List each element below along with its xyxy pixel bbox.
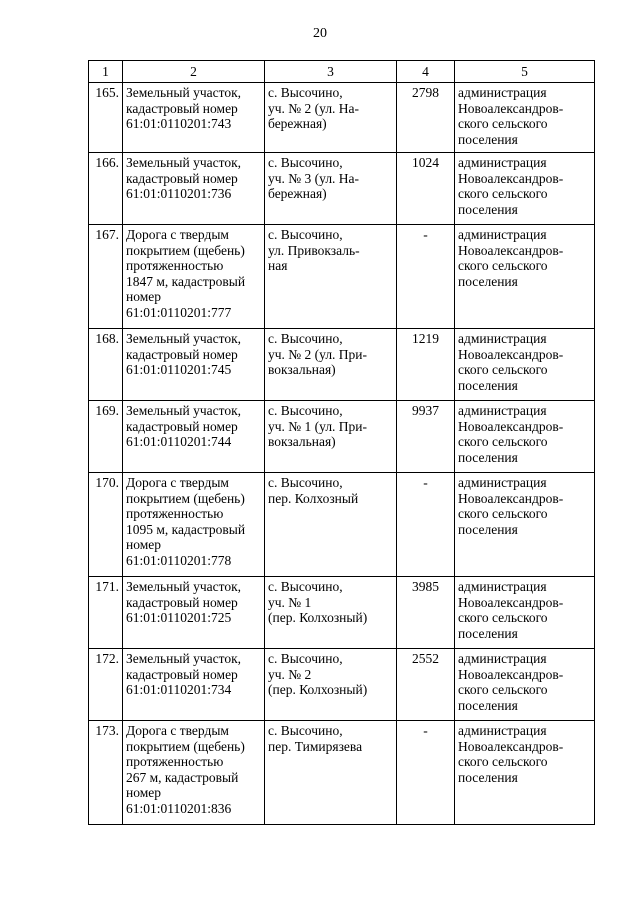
owner-cell-line: ского сельского: [458, 506, 548, 522]
area-cell: -: [397, 225, 455, 329]
description-cell-line: кадастровый номер: [126, 418, 238, 434]
table-row: [89, 225, 595, 329]
owner-cell-line: Новоалександров-: [458, 666, 564, 682]
description-cell-line: кадастровый номер: [126, 346, 238, 362]
owner-cell: [455, 225, 595, 329]
description-cell-line: Земельный участок,: [126, 155, 242, 170]
description-cell-line: покрытием (щебень): [126, 490, 245, 506]
address-cell-line: с. Высочино,: [268, 579, 343, 594]
description-cell-line: 61:01:0110201:836: [126, 800, 232, 816]
description-cell-line: кадастровый номер: [126, 100, 238, 116]
address-cell-line: (пер. Колхозный): [268, 610, 368, 626]
owner-cell-line: ского сельского: [458, 434, 548, 450]
description-cell-line: 61:01:0110201:778: [126, 552, 232, 568]
description-cell-line: покрытием (щебень): [126, 242, 245, 258]
row-number-cell: 170.: [89, 473, 123, 577]
description-cell-line: номер: [126, 537, 162, 553]
row-number-cell: 166.: [89, 153, 123, 225]
description-cell-line: 61:01:0110201:743: [126, 116, 232, 132]
description-cell: [123, 153, 265, 225]
description-cell: [123, 401, 265, 473]
owner-cell-line: Новоалександров-: [458, 490, 564, 506]
owner-cell-line: ского сельского: [458, 754, 548, 770]
owner-cell: [455, 153, 595, 225]
area-cell: 9937: [397, 401, 455, 473]
description-cell-line: Дорога с твердым: [126, 227, 229, 242]
description-cell-line: Земельный участок,: [126, 85, 242, 100]
address-cell: [265, 225, 397, 329]
owner-cell-line: поселения: [458, 625, 518, 641]
address-cell-line: ная: [268, 258, 288, 274]
address-cell-line: с. Высочино,: [268, 227, 343, 242]
address-cell-line: вокзальная): [268, 434, 336, 450]
owner-cell-line: Новоалександров-: [458, 242, 564, 258]
address-cell-line: уч. № 2: [268, 666, 312, 682]
owner-cell-line: Новоалександров-: [458, 100, 564, 116]
property-register-table: [88, 60, 595, 825]
column-header-3: 3: [265, 61, 397, 83]
column-header-1: 1: [89, 61, 123, 83]
owner-cell-line: поселения: [458, 521, 518, 537]
description-cell-line: Земельный участок,: [126, 331, 242, 346]
owner-cell-line: поселения: [458, 131, 518, 147]
area-cell: 3985: [397, 577, 455, 649]
owner-cell-line: администрация: [458, 651, 547, 666]
description-cell-line: кадастровый номер: [126, 666, 238, 682]
address-cell-line: с. Высочино,: [268, 155, 343, 170]
description-cell-line: Земельный участок,: [126, 403, 242, 418]
table-row: [89, 577, 595, 649]
owner-cell-line: ского сельского: [458, 186, 548, 202]
owner-cell-line: поселения: [458, 769, 518, 785]
description-cell: [123, 225, 265, 329]
area-cell: 1219: [397, 329, 455, 401]
area-cell: -: [397, 721, 455, 825]
description-cell-line: протяженностью: [126, 506, 224, 522]
owner-cell: [455, 473, 595, 577]
owner-cell: [455, 649, 595, 721]
owner-cell-line: ского сельского: [458, 682, 548, 698]
owner-cell-line: администрация: [458, 579, 547, 594]
address-cell: [265, 577, 397, 649]
description-cell-line: 61:01:0110201:777: [126, 304, 232, 320]
table-row: [89, 649, 595, 721]
address-cell: [265, 83, 397, 153]
description-cell: [123, 649, 265, 721]
address-cell: [265, 153, 397, 225]
address-cell-line: с. Высочино,: [268, 331, 343, 346]
owner-cell-line: ского сельского: [458, 610, 548, 626]
address-cell-line: с. Высочино,: [268, 475, 343, 490]
table-row: [89, 721, 595, 825]
description-cell-line: Дорога с твердым: [126, 475, 229, 490]
description-cell-line: протяженностью: [126, 258, 224, 274]
address-cell-line: с. Высочино,: [268, 651, 343, 666]
description-cell-line: Земельный участок,: [126, 579, 242, 594]
address-cell-line: с. Высочино,: [268, 723, 343, 738]
owner-cell-line: ского сельского: [458, 116, 548, 132]
row-number-cell: 165.: [89, 83, 123, 153]
address-cell-line: уч. № 2 (ул. При-: [268, 346, 368, 362]
column-header-4: 4: [397, 61, 455, 83]
column-header-row: [89, 61, 595, 83]
area-cell: -: [397, 473, 455, 577]
address-cell: [265, 473, 397, 577]
address-cell-line: уч. № 1: [268, 594, 312, 610]
row-number-cell: 172.: [89, 649, 123, 721]
description-cell-line: 1095 м, кадастровый: [126, 521, 246, 537]
page-number: 20: [313, 26, 327, 41]
table-row: [89, 401, 595, 473]
table-row: [89, 83, 595, 153]
owner-cell: [455, 577, 595, 649]
owner-cell-line: поселения: [458, 201, 518, 217]
table-row: [89, 473, 595, 577]
description-cell-line: 61:01:0110201:744: [126, 434, 232, 450]
description-cell: [123, 721, 265, 825]
description-cell-line: Дорога с твердым: [126, 723, 229, 738]
area-cell: 1024: [397, 153, 455, 225]
owner-cell-line: администрация: [458, 85, 547, 100]
row-number-cell: 171.: [89, 577, 123, 649]
table-row: [89, 153, 595, 225]
description-cell-line: 61:01:0110201:725: [126, 610, 232, 626]
description-cell-line: номер: [126, 785, 162, 801]
address-cell-line: пер. Тимирязева: [268, 738, 363, 754]
address-cell: [265, 329, 397, 401]
address-cell-line: бережная): [268, 116, 327, 132]
address-cell-line: (пер. Колхозный): [268, 682, 368, 698]
description-cell-line: 1847 м, кадастровый: [126, 273, 246, 289]
owner-cell: [455, 721, 595, 825]
owner-cell-line: администрация: [458, 227, 547, 242]
owner-cell-line: администрация: [458, 723, 547, 738]
owner-cell-line: Новоалександров-: [458, 594, 564, 610]
address-cell: [265, 649, 397, 721]
owner-cell-line: поселения: [458, 697, 518, 713]
description-cell: [123, 83, 265, 153]
row-number-cell: 169.: [89, 401, 123, 473]
address-cell-line: бережная): [268, 186, 327, 202]
column-header-2: 2: [123, 61, 265, 83]
owner-cell-line: поселения: [458, 377, 518, 393]
description-cell-line: кадастровый номер: [126, 594, 238, 610]
address-cell-line: уч. № 2 (ул. На-: [268, 100, 360, 116]
address-cell-line: ул. Привокзаль-: [268, 242, 360, 258]
owner-cell-line: ского сельского: [458, 362, 548, 378]
area-cell: 2798: [397, 83, 455, 153]
address-cell: [265, 401, 397, 473]
owner-cell: [455, 329, 595, 401]
description-cell-line: покрытием (щебень): [126, 738, 245, 754]
description-cell-line: 61:01:0110201:736: [126, 186, 232, 202]
owner-cell-line: Новоалександров-: [458, 346, 564, 362]
description-cell-line: 61:01:0110201:734: [126, 682, 232, 698]
description-cell-line: 267 м, кадастровый: [126, 769, 239, 785]
row-number-cell: 167.: [89, 225, 123, 329]
address-cell-line: пер. Колхозный: [268, 490, 359, 506]
owner-cell-line: ского сельского: [458, 258, 548, 274]
owner-cell-line: администрация: [458, 331, 547, 346]
owner-cell: [455, 401, 595, 473]
column-header-5: 5: [455, 61, 595, 83]
owner-cell-line: Новоалександров-: [458, 738, 564, 754]
description-cell: [123, 473, 265, 577]
owner-cell-line: поселения: [458, 449, 518, 465]
owner-cell-line: администрация: [458, 403, 547, 418]
description-cell-line: 61:01:0110201:745: [126, 362, 232, 378]
description-cell: [123, 577, 265, 649]
row-number-cell: 168.: [89, 329, 123, 401]
address-cell-line: уч. № 1 (ул. При-: [268, 418, 368, 434]
description-cell: [123, 329, 265, 401]
description-cell-line: протяженностью: [126, 754, 224, 770]
address-cell: [265, 721, 397, 825]
owner-cell-line: Новоалександров-: [458, 418, 564, 434]
description-cell-line: Земельный участок,: [126, 651, 242, 666]
owner-cell-line: администрация: [458, 155, 547, 170]
area-cell: 2552: [397, 649, 455, 721]
address-cell-line: вокзальная): [268, 362, 336, 378]
description-cell-line: номер: [126, 289, 162, 305]
row-number-cell: 173.: [89, 721, 123, 825]
description-cell-line: кадастровый номер: [126, 170, 238, 186]
owner-cell-line: поселения: [458, 273, 518, 289]
address-cell-line: с. Высочино,: [268, 85, 343, 100]
owner-cell-line: Новоалександров-: [458, 170, 564, 186]
address-cell-line: с. Высочино,: [268, 403, 343, 418]
owner-cell-line: администрация: [458, 475, 547, 490]
table-row: [89, 329, 595, 401]
owner-cell: [455, 83, 595, 153]
address-cell-line: уч. № 3 (ул. На-: [268, 170, 360, 186]
